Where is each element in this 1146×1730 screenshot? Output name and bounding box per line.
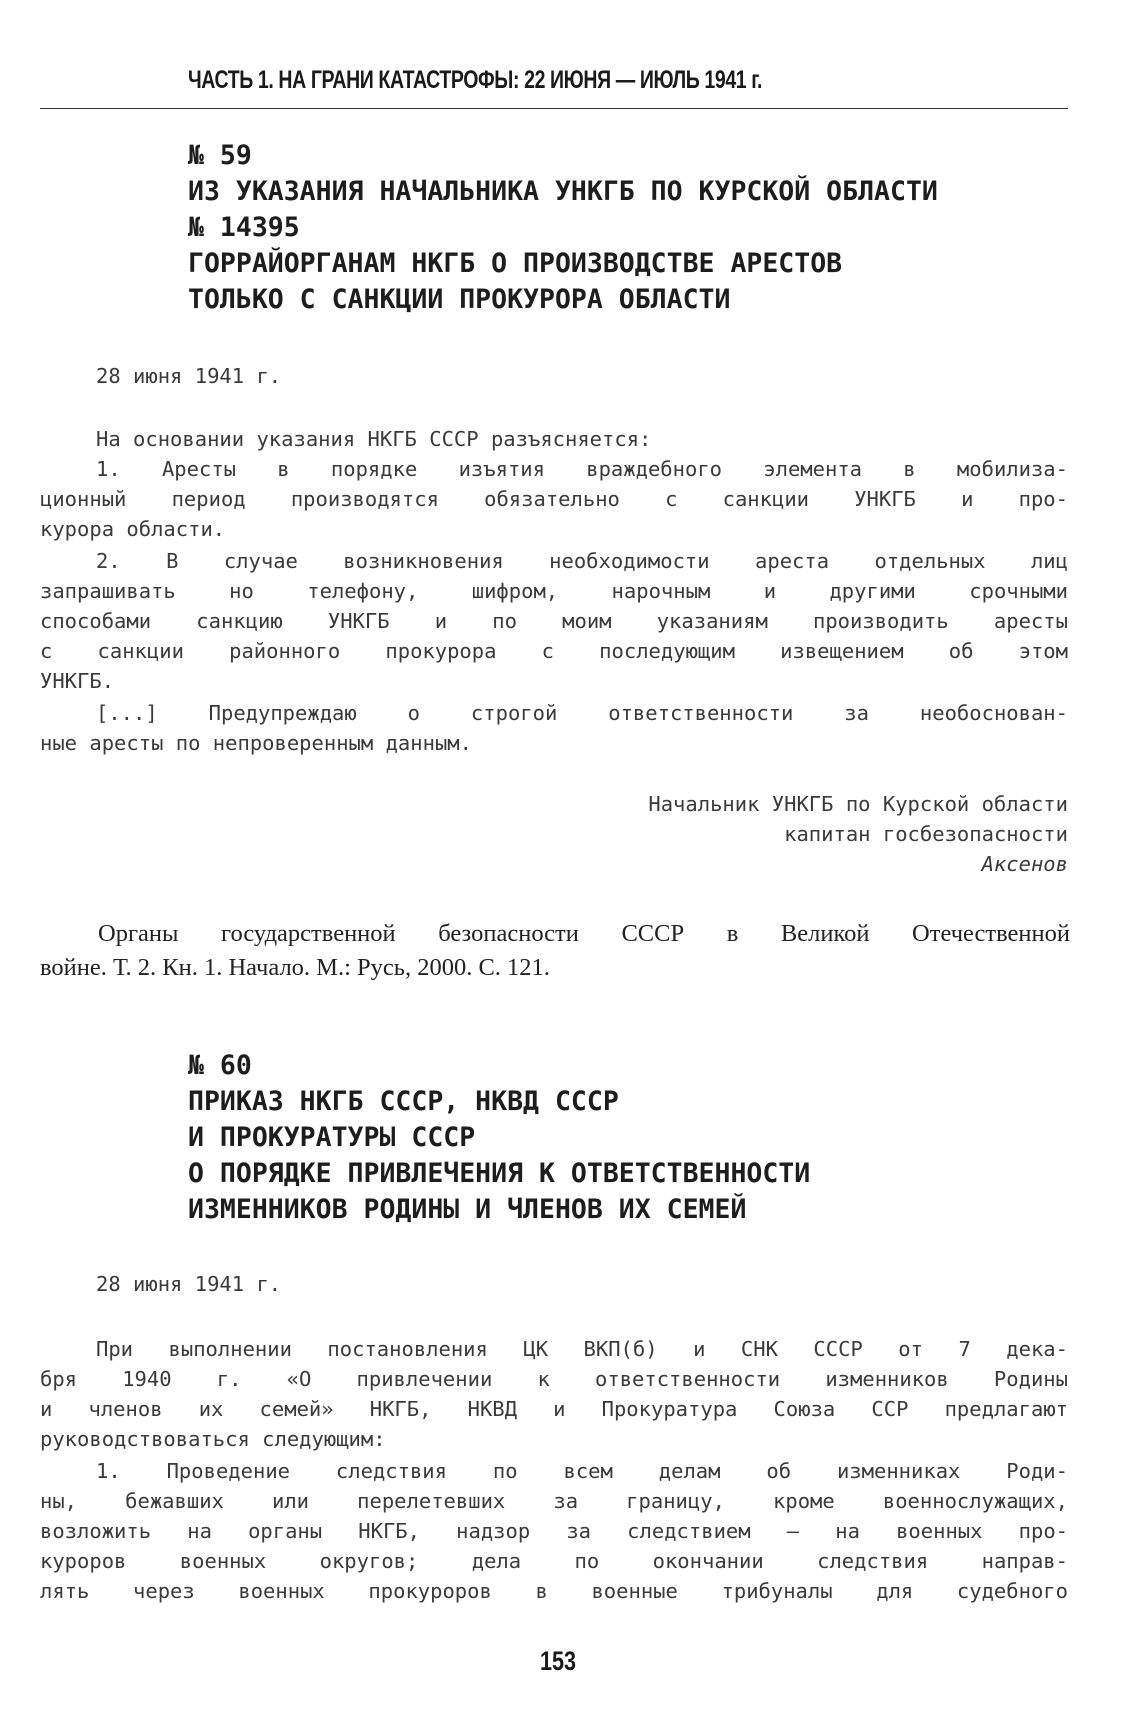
doc59-signature-rank: капитан госбезопасности [784, 822, 1068, 846]
doc59-title-line: ИЗ УКАЗАНИЯ НАЧАЛЬНИКА УНКГБ ПО КУРСКОЙ ОБЛАСТИ [188, 176, 938, 207]
doc59-body-line: [...] Предупреждаю о строгой ответственности за необоснован- [96, 701, 1068, 725]
doc59-body-line: запрашивать но телефону, шифром, нарочным и другими срочными [40, 579, 1068, 603]
doc59-signature-name: Аксенов [981, 852, 1068, 876]
doc59-source: Органы государственной безопасности СССР в Великой Отечественной [98, 920, 1070, 947]
doc60-body-line: бря 1940 г. «О привлечении к ответственности изменников Родины [40, 1367, 1068, 1391]
doc59-title-line: ГОРРАЙОРГАНАМ НКГБ О ПРОИЗВОДСТВЕ АРЕСТОВ [188, 248, 843, 279]
doc59-body-line: 1. Аресты в порядке изъятия враждебного элемента в мобилиза- [96, 457, 1068, 481]
doc59-body-line: ные аресты по непроверенным данным. [40, 731, 472, 755]
doc59-body-line: способами санкцию УНКГБ и по моим указаниям производить аресты [40, 609, 1068, 633]
doc60-body-line: руководствоваться следующим: [40, 1427, 386, 1451]
doc60-title-line: О ПОРЯДКЕ ПРИВЛЕЧЕНИЯ К ОТВЕТСТВЕННОСТИ [188, 1158, 811, 1189]
doc59-ref-number: № 14395 [188, 212, 300, 243]
doc60-heading [188, 1048, 810, 1228]
doc60-body-line: и членов их семей» НКГБ, НКВД и Прокуратура Союза ССР предлагают [40, 1397, 1068, 1421]
running-head: ЧАСТЬ 1. НА ГРАНИ КАТАСТРОФЫ: 22 ИЮНЯ — ИЮЛЬ 1941 г. [188, 66, 763, 94]
page-number: 153 [540, 1646, 577, 1676]
doc59-signature-position: Начальник УНКГБ по Курской области [648, 792, 1068, 816]
doc59-body-line: с санкции районного прокурора с последующим извещением об этом [40, 639, 1068, 663]
doc60-body-line: возложить на органы НКГБ, надзор за следствием – на военных про- [40, 1519, 1068, 1543]
doc59-body-line: На основании указания НКГБ СССР разъясняется: [96, 427, 652, 451]
doc60-body-line: 1. Проведение следствия по всем делам об изменниках Роди- [96, 1459, 1068, 1483]
doc59-body-line: УНКГБ. [40, 669, 115, 693]
doc60-date: 28 июня 1941 г. [96, 1272, 282, 1296]
doc60-body-line: ны, бежавших или перелетевших за границу, кроме военнослужащих, [40, 1489, 1068, 1513]
header-rule [40, 108, 1068, 109]
doc59-number: № 59 [188, 140, 252, 171]
doc60-body-line: куроров военных округов; дела по окончании следствия направ- [40, 1549, 1068, 1573]
doc60-body-line: лять через военных прокуроров в военные трибуналы для судебного [40, 1579, 1068, 1603]
doc59-date: 28 июня 1941 г. [96, 364, 282, 388]
doc60-title-line: И ПРОКУРАТУРЫ СССР [188, 1122, 476, 1153]
doc60-title-line: ИЗМЕННИКОВ РОДИНЫ И ЧЛЕНОВ ИХ СЕМЕЙ [188, 1194, 747, 1225]
doc59-source: войне. Т. 2. Кн. 1. Начало. М.: Русь, 2000. С. 121. [40, 954, 550, 981]
doc60-body-line: При выполнении постановления ЦК ВКП(б) и СНК СССР от 7 дека- [96, 1337, 1068, 1361]
doc60-title-line: ПРИКАЗ НКГБ СССР, НКВД СССР [188, 1086, 619, 1117]
doc59-body-line: 2. В случае возникновения необходимости ареста отдельных лиц [96, 549, 1068, 573]
doc59-body-line: курора области. [40, 517, 226, 541]
doc59-body-line: ционный период производятся обязательно с санкции УНКГБ и про- [40, 487, 1068, 511]
doc60-number: № 60 [188, 1050, 252, 1081]
doc59-title-line: ТОЛЬКО С САНКЦИИ ПРОКУРОРА ОБЛАСТИ [188, 284, 731, 315]
doc59-heading [188, 138, 938, 318]
